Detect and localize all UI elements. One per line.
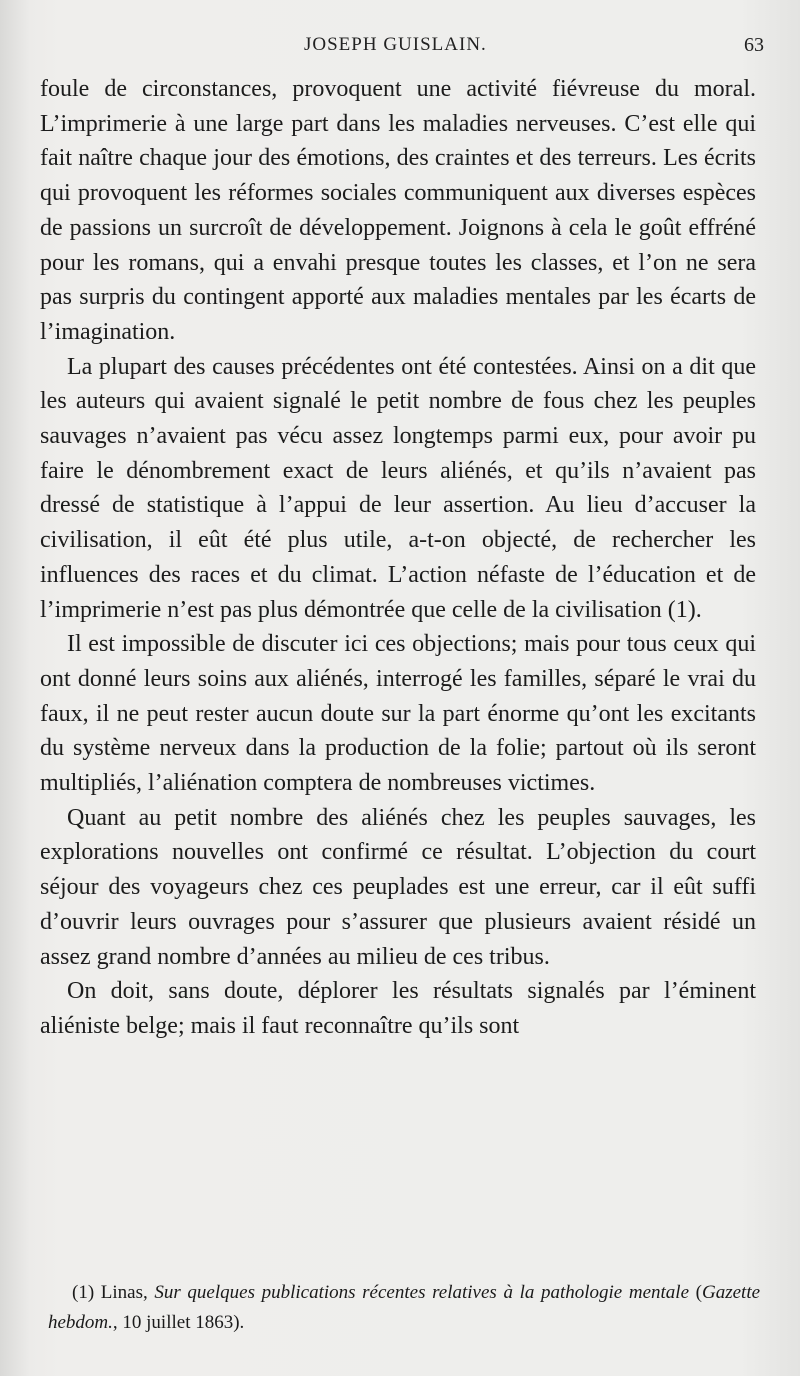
paragraph-1: foule de circonstances, provoquent une activité fiévreuse du moral. L’imprimerie à une large part dans les maladies nerveuses. C’est elle qui fait naître chaque jour des émotions, des craintes et des terreurs. Les écrits qui provoquent les réformes sociales communiquent aux diverses espèces de passions un surcroît de développement. Joignons à cela le goût effréné pour les romans, qui a envahi presque toutes les classes, et l’on ne sera pas surpris du contingent apporté aux maladies mentales par les écarts de l’imagination.: [40, 76, 756, 345]
running-head: JOSEPH GUISLAIN.: [304, 34, 487, 55]
body-text: [40, 72, 756, 1044]
footnote-author: Linas,: [100, 1282, 148, 1303]
paragraph-5: On doit, sans doute, déplorer les résultats signalés par l’éminent aliéniste belge; mais il faut reconnaître qu’ils sont: [40, 978, 756, 1039]
page-header: [40, 34, 764, 62]
footnote-date: , 10 juillet 1863).: [112, 1312, 245, 1333]
footnote: [48, 1278, 760, 1338]
footnote-open-paren: (: [695, 1282, 702, 1303]
footnote-marker: (1): [72, 1282, 95, 1303]
footnote-title: Sur quelques publications récentes relatives à la pathologie mentale: [154, 1282, 690, 1303]
page-number: 63: [744, 34, 764, 56]
paragraph-2: La plupart des causes précédentes ont été contestées. Ainsi on a dit que les auteurs qui avaient signalé le petit nombre de fous chez les peuples sauvages n’avaient pas vécu assez longtemps parmi eux, pour avoir pu faire le dénombrement exact de leurs aliénés, et qu’ils n’avaient pas dressé de statistique à l’appui de leur assertion. Au lieu d’accuser la civilisation, il eût été plus utile, a-t-on objecté, de rechercher les influences des races et du climat. L’action néfaste de l’éducation et de l’imprimerie n’est pas plus démontrée que celle de la civilisation (1).: [40, 353, 756, 623]
footnote-journal: Gazette hebdom.: [48, 1282, 761, 1333]
paragraph-4: Quant au petit nombre des aliénés chez les peuples sauvages, les explorations nouvelles ont confirmé ce résultat. L’objection du court séjour des voyageurs chez ces peuplades est une erreur, car il eût suffi d’ouvrir leurs ouvrages pour s’assurer que plusieurs avaient résidé un assez grand nombre d’années au milieu de ces tribus.: [40, 804, 756, 970]
paragraph-3: Il est impossible de discuter ici ces objections; mais pour tous ceux qui ont donné leurs soins aux aliénés, interrogé les familles, séparé le vrai du faux, il ne peut rester aucun doute sur la part énorme qu’ont les excitants du système nerveux dans la production de la folie; partout où ils seront multipliés, l’aliénation comptera de nombreuses victimes.: [40, 631, 756, 797]
